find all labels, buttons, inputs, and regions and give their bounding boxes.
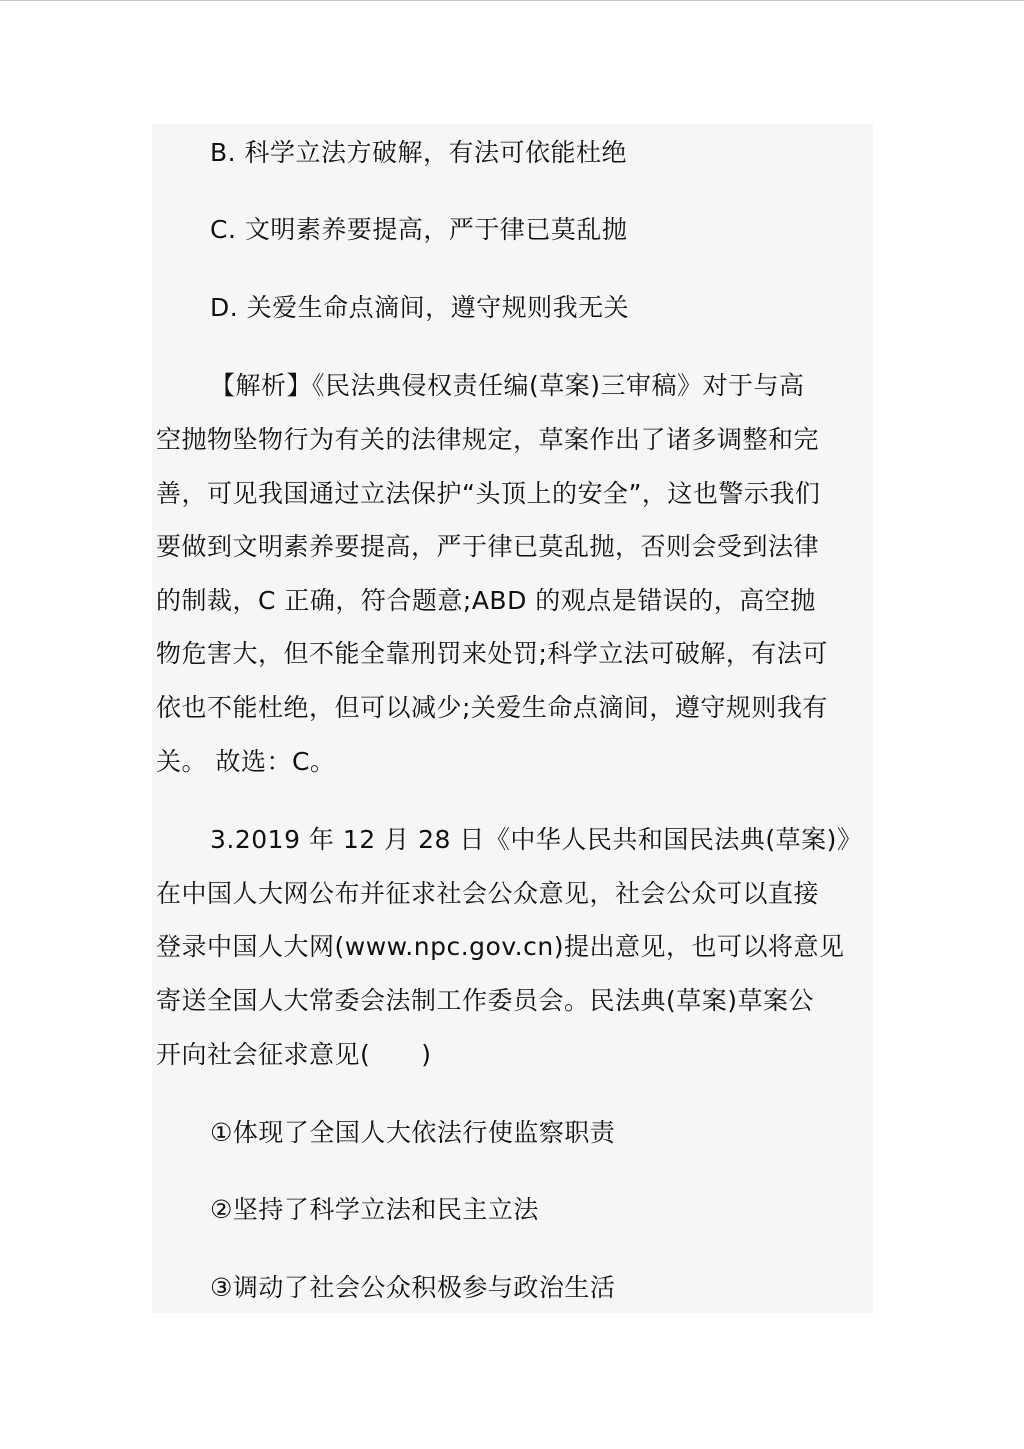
top-border-line	[0, 0, 1024, 1]
analysis-line: 空抛物坠物行为有关的法律规定，草案作出了诸多调整和完	[156, 425, 820, 454]
statement-2: ②坚持了科学立法和民主立法	[210, 1195, 539, 1224]
question-3-line: 登录中国人大网(www.npc.gov.cn)提出意见，也可以将意见	[156, 932, 845, 961]
analysis-line: 物危害大，但不能全靠刑罚来处罚;科学立法可破解，有法可	[156, 639, 828, 668]
question-3-line: 在中国人大网公布并征求社会公众意见，社会公众可以直接	[156, 879, 820, 908]
analysis-line: 善，可见我国通过立法保护“头顶上的安全”，这也警示我们	[156, 479, 821, 508]
analysis-line: 的制裁，C 正确，符合题意;ABD 的观点是错误的，高空抛	[156, 586, 816, 615]
statement-3: ③调动了社会公众积极参与政治生活	[210, 1273, 616, 1302]
option-c: C. 文明素养要提高，严于律已莫乱抛	[210, 215, 628, 244]
question-3-line: 寄送全国人大常委会法制工作委员会。民法典(草案)草案公	[156, 986, 815, 1015]
document-page	[152, 124, 873, 1313]
option-b: B. 科学立法方破解，有法可依能杜绝	[210, 138, 628, 167]
question-3-line: 3.2019 年 12 月 28 日《中华人民共和国民法典(草案)》	[210, 825, 863, 854]
analysis-line: 要做到文明素养要提高，严于律已莫乱抛，否则会受到法律	[156, 532, 820, 561]
analysis-line: 关。 故选：C。	[156, 747, 336, 776]
analysis-line: 依也不能杜绝，但可以减少;关爱生命点滴间，遵守规则我有	[156, 693, 828, 722]
analysis-line: 【解析】《民法典侵权责任编(草案)三审稿》对于与高	[210, 371, 805, 400]
statement-1: ①体现了全国人大依法行使监察职责	[210, 1118, 616, 1147]
question-3-line: 开向社会征求意见( )	[156, 1040, 432, 1069]
option-d: D. 关爱生命点滴间，遵守规则我无关	[210, 293, 630, 322]
